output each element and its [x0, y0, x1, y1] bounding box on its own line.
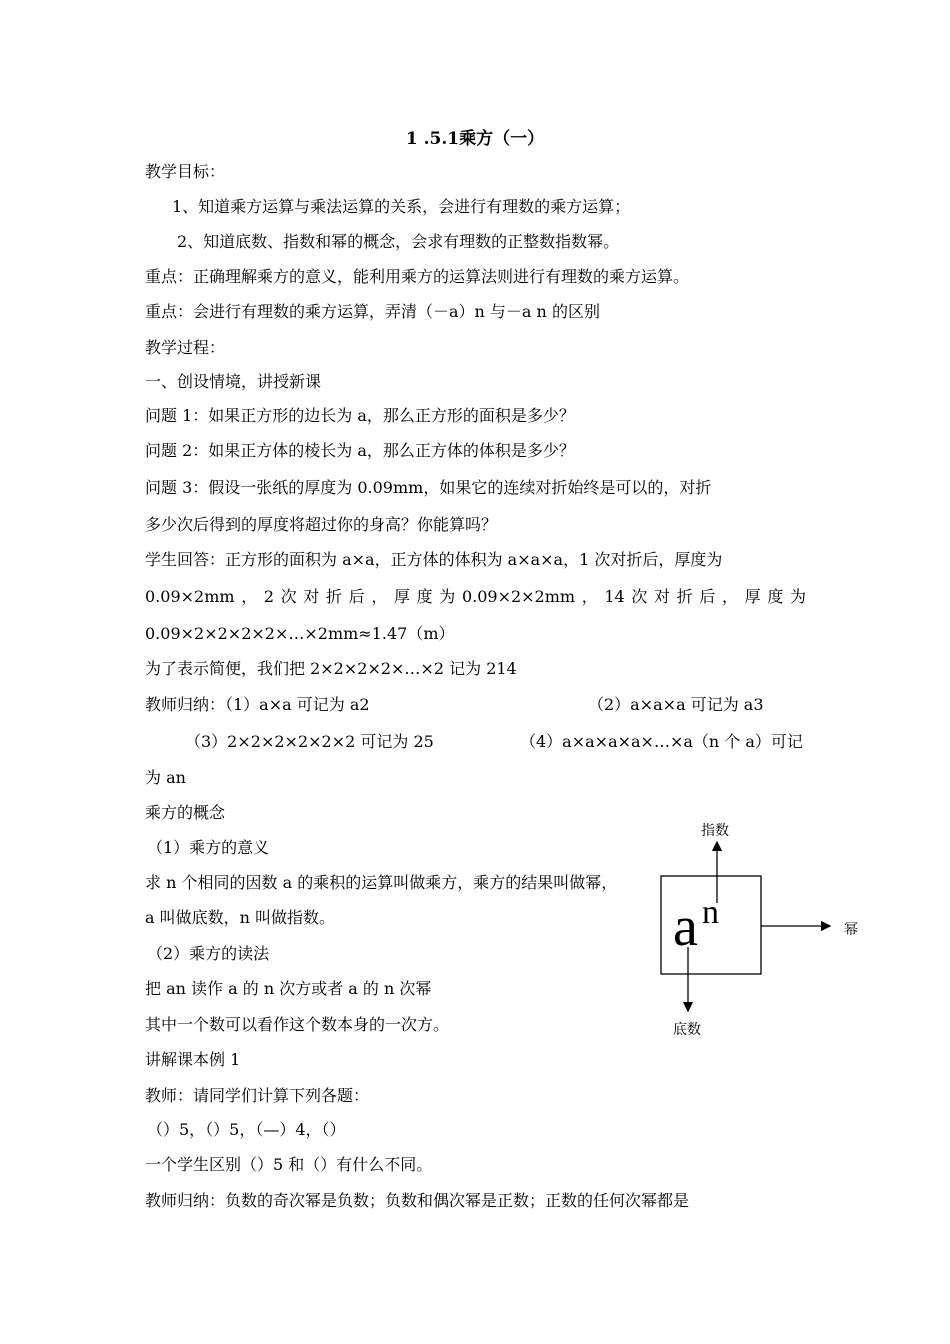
answer-line-1: 学生回答：正方形的面积为 a×a，正方体的体积为 a×a×a，1 次对折后，厚度为	[145, 550, 723, 569]
answer-line-2-part: 对	[654, 587, 671, 606]
difference-question: 一个学生区别（）5 和（）有什么不同。	[145, 1155, 433, 1174]
answer-line-2-part: ，	[241, 587, 258, 606]
question-2: 问题 2：如果正方体的棱长为 a，那么正方体的体积是多少？	[145, 441, 575, 460]
power-label: 幂	[844, 922, 858, 938]
answer-line-2-part: 厚	[393, 587, 410, 606]
summary-item-4: （4）a×a×a×a×…×a（n 个 a）可记	[520, 732, 803, 751]
key-point: 重点：正确理解乘方的意义，能利用乘方的运算法则进行有理数的乘方运算。	[145, 267, 690, 286]
meaning-heading: （1）乘方的意义	[147, 838, 270, 857]
process-heading: 教学过程：	[145, 338, 226, 357]
answer-line-2-part: 后	[699, 587, 716, 606]
objectives-heading: 教学目标：	[145, 162, 226, 181]
first-power-note: 其中一个数可以看作这个数本身的一次方。	[145, 1015, 450, 1034]
answer-line-2-part: 折	[676, 587, 693, 606]
answer-line-2-part: 为	[789, 587, 806, 606]
objective-2: 2、知道底数、指数和幂的概念，会求有理数的正整数指数幂。	[177, 232, 620, 251]
answer-line-2-part: 0.09×2×2mm	[461, 587, 576, 606]
page-title: 1 .5.1乘方（一）	[405, 129, 545, 149]
answer-line-2-part: 度	[416, 587, 433, 606]
summary-item-3: （3）2×2×2×2×2×2 可记为 25	[185, 732, 434, 751]
reading-text: 把 an 读作 a 的 n 次方或者 a 的 n 次幂	[145, 979, 432, 998]
meaning-text-1: 求 n 个相同的因数 a 的乘积的运算叫做乘方，乘方的结果叫做幂，	[145, 873, 618, 892]
answer-line-2-part: 折	[326, 587, 343, 606]
answer-line-2-part: 次	[631, 587, 648, 606]
answer-line-2-part: 14	[604, 587, 625, 606]
answer-line-2-part: 对	[303, 587, 320, 606]
answer-line-2-part: ，	[581, 587, 598, 606]
question-1: 问题 1：如果正方形的边长为 a，那么正方形的面积是多少？	[145, 406, 575, 425]
section-1-heading: 一、创设情境，讲授新课	[145, 372, 322, 391]
answer-line-2-part: ，	[722, 587, 739, 606]
concept-heading: 乘方的概念	[145, 803, 226, 822]
answer-line-2-part: 厚	[744, 587, 761, 606]
exponent-label: 指数	[701, 823, 729, 839]
base-label: 底数	[673, 1022, 701, 1038]
reading-heading: （2）乘方的读法	[147, 944, 270, 963]
answer-line-2	[145, 586, 806, 608]
base-symbol: a	[673, 896, 698, 958]
power-diagram	[640, 815, 880, 1045]
difficulty: 重点：会进行有理数的乘方运算，弄清（－a）n 与－a n 的区别	[145, 302, 600, 321]
answer-line-3: 0.09×2×2×2×2×…×2mm≈1.47（m）	[145, 624, 455, 643]
answer-line-2-part: 次	[280, 587, 297, 606]
answer-line-2-part: ，	[371, 587, 388, 606]
exercises: （）5，（）5，（—）4，（）	[147, 1120, 346, 1139]
teacher-prompt: 教师：请同学们计算下列各题：	[145, 1086, 370, 1105]
answer-line-2-part: 后	[348, 587, 365, 606]
objective-1: 1、知道乘方运算与乘法运算的关系，会进行有理数的乘方运算；	[172, 197, 631, 216]
example-heading: 讲解课本例 1	[145, 1050, 241, 1069]
answer-line-2-part: 度	[767, 587, 784, 606]
question-3-line-2: 多少次后得到的厚度将超过你的身高？你能算吗？	[145, 515, 498, 534]
question-3-line-1: 问题 3：假设一张纸的厚度为 0.09mm，如果它的连续对折始终是可以的，对折	[145, 478, 712, 497]
simplify-note: 为了表示简便，我们把 2×2×2×2×…×2 记为 214	[145, 659, 517, 678]
summary-item-1: 教师归纳：（1）a×a 可记为 a2	[145, 695, 370, 714]
answer-line-2-part: 0.09×2mm	[145, 587, 235, 606]
summary-item-2: （2）a×a×a 可记为 a3	[588, 695, 764, 714]
teacher-conclusion: 教师归纳：负数的奇次幂是负数；负数和偶次幂是正数；正数的任何次幂都是	[145, 1191, 690, 1210]
answer-line-2-part: 2	[263, 587, 275, 606]
summary-item-4-continued: 为 an	[145, 768, 186, 787]
meaning-text-2: a 叫做底数，n 叫做指数。	[145, 908, 336, 927]
answer-line-2-part: 为	[439, 587, 456, 606]
exponent-symbol: n	[702, 894, 719, 931]
